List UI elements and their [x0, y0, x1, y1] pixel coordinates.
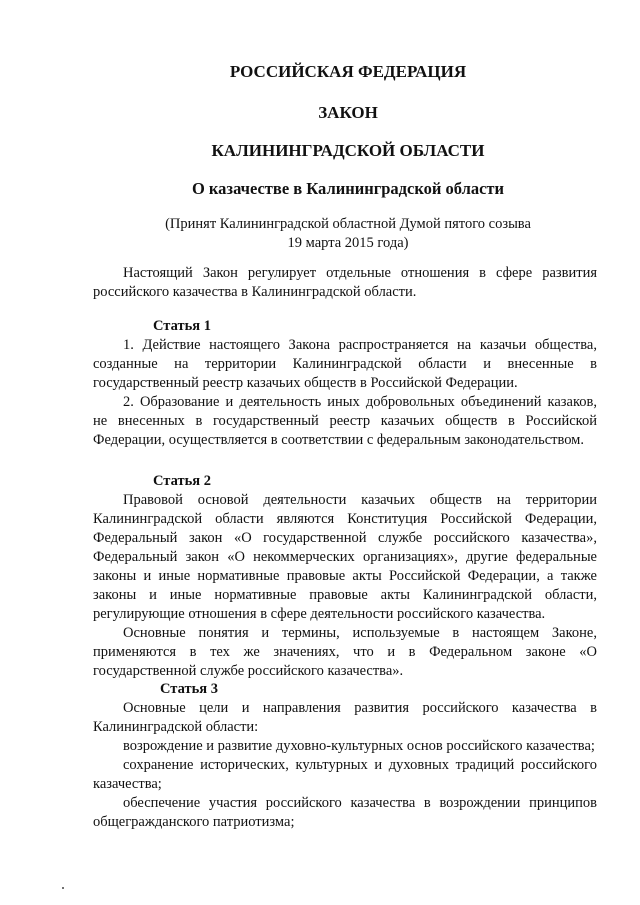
adoption-note: [100, 215, 596, 253]
law-title: О казачестве в Калининградской области: [191, 179, 505, 198]
adoption-note-line-2: 19 марта 2015 года): [287, 235, 409, 251]
article-3-paragraph-3: сохранение исторических, культурных и духовных традиций российского казачества;: [93, 757, 597, 792]
preamble: [93, 264, 597, 302]
article-2-paragraph-1: Правовой основой деятельности казачьих обществ на территории Калининградской области являются Конституция Российской Федерации, Федеральный закон «О государственной службе российского казачества», Федеральный закон «О некоммерческих организациях», другие федеральные законы и иные нормативные правовые акты Российской Федерации, а также законы и иные нормативные правовые акты Калининградской области, регулирующие отношения в сфере деятельности российского казачества.: [93, 492, 597, 622]
article-3: [93, 680, 597, 832]
doc-type-heading: ЗАКОН: [318, 103, 378, 122]
article-1-title: Статья 1: [153, 318, 211, 334]
preamble-text: Настоящий Закон регулирует отдельные отношения в сфере развития российского казачества в Калининградской области.: [93, 265, 597, 300]
country-heading: РОССИЙСКАЯ ФЕДЕРАЦИЯ: [229, 62, 467, 81]
article-3-paragraph-1: Основные цели и направления развития российского казачества в Калининградской области:: [93, 700, 597, 735]
scan-speck: [62, 887, 64, 889]
article-1-paragraph-1: 1. Действие настоящего Закона распространяется на казачьи общества, созданные на территории Калининградской области и внесенные в государственный реестр казачьих обществ в Российской Федерации.: [93, 337, 597, 391]
article-3-paragraph-2: возрождение и развитие духовно-культурных основ российского казачества;: [123, 738, 595, 754]
article-1-paragraph-2: 2. Образование и деятельность иных добровольных объединений казаков, не внесенных в государственный реестр казачьих обществ в Российской Федерации, осуществляется в соответствии с федеральным законодательством.: [93, 394, 597, 448]
article-2-paragraph-2: Основные понятия и термины, используемые в настоящем Законе, применяются в тех же значениях, что и в Федеральном законе «О государственной службе российского казачества».: [93, 625, 597, 679]
region-heading: КАЛИНИНГРАДСКОЙ ОБЛАСТИ: [211, 141, 485, 160]
article-2: [93, 472, 597, 681]
article-2-title: Статья 2: [153, 473, 211, 489]
article-3-title: Статья 3: [160, 681, 218, 697]
adoption-note-line-1: (Принят Калининградской областной Думой пятого созыва: [165, 216, 531, 232]
article-3-paragraph-4: обеспечение участия российского казачества в возрождении принципов общегражданского патриотизма;: [93, 795, 597, 830]
article-1: [93, 317, 597, 450]
